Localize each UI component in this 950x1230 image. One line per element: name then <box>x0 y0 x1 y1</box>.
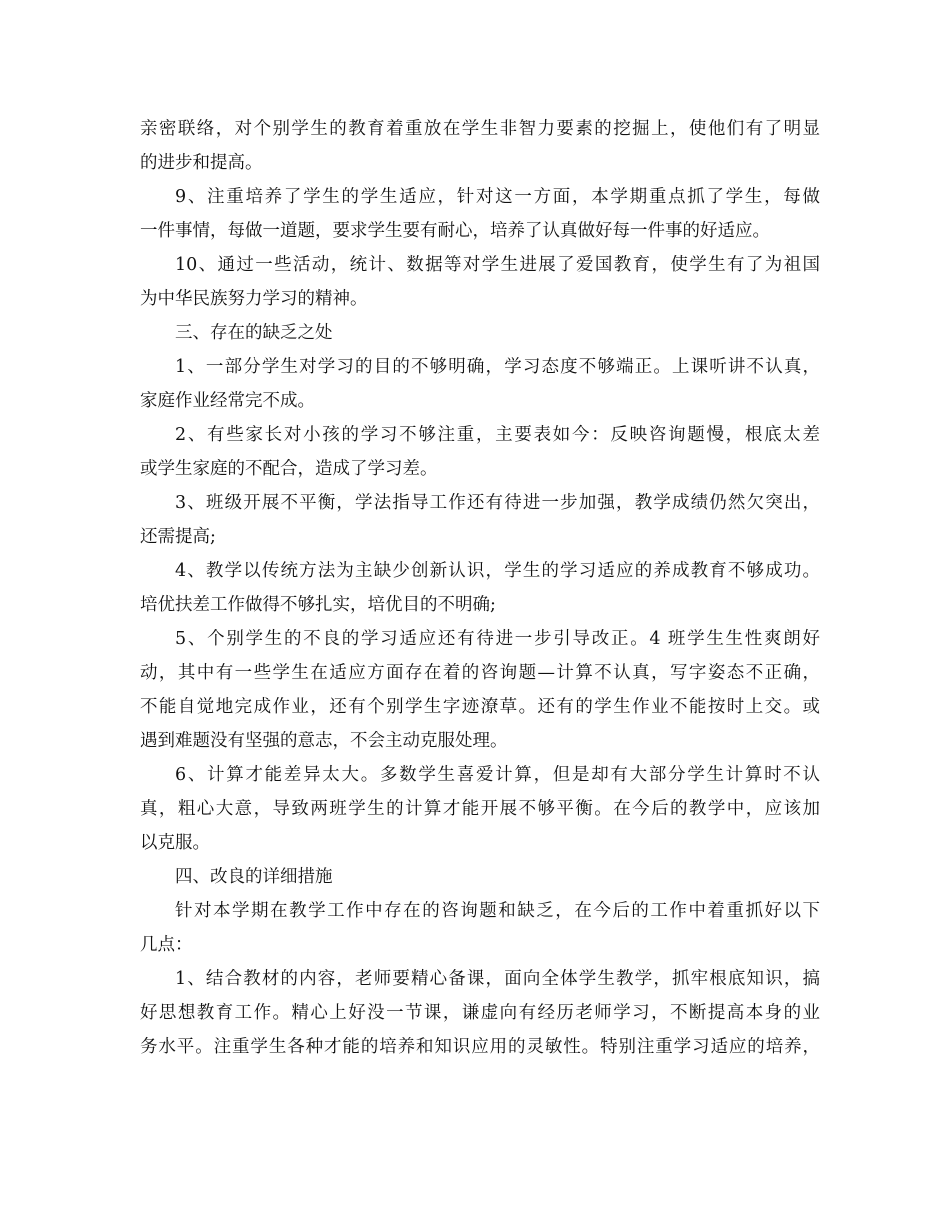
text-line: 4、教学以传统方法为主缺少创新认识，学生的学习适应的养成教育不够成功。 <box>175 561 820 581</box>
text-line: 6、计算才能差异太大。多数学生喜爱计算，但是却有大部分学生计算时不认 <box>175 765 820 785</box>
text-line: 10、通过一些活动，统计、数据等对学生进展了爱国教育，使学生有了为祖国 <box>175 255 820 275</box>
text-line: 为中华民族努力学习的精神。 <box>140 289 368 309</box>
text-line: 亲密联络，对个别学生的教育着重放在学生非智力要素的挖掘上，使他们有了明显 <box>140 119 820 139</box>
text-line: 动，其中有一些学生在适应方面存在着的咨询题—计算不认真，写字姿态不正确， <box>140 663 820 683</box>
document-body <box>140 112 820 1064</box>
text-line: 家庭作业经常完不成。 <box>140 391 315 411</box>
text-line: 四、改良的详细措施 <box>175 867 333 887</box>
text-line: 一件事情，每做一道题，要求学生要有耐心，培养了认真做好每一件事的好适应。 <box>140 221 770 241</box>
text-line: 不能自觉地完成作业，还有个别学生字迹潦草。还有的学生作业不能按时上交。或 <box>140 697 820 717</box>
text-line: 还需提高; <box>140 527 216 547</box>
text-line: 3、班级开展不平衡，学法指导工作还有待进一步加强，教学成绩仍然欠突出， <box>175 493 820 513</box>
text-line: 或学生家庭的不配合，造成了学习差。 <box>140 459 438 479</box>
text-line: 好思想教育工作。精心上好没一节课，谦虚向有经历老师学习，不断提高本身的业 <box>140 1003 820 1023</box>
text-line: 以克服。 <box>140 833 210 853</box>
text-line: 几点： <box>140 935 193 955</box>
text-line: 5、个别学生的不良的学习适应还有待进一步引导改正。4 班学生生性爽朗好 <box>175 629 820 649</box>
text-line: 培优扶差工作做得不够扎实，培优目的不明确; <box>140 595 496 615</box>
text-line: 三、存在的缺乏之处 <box>175 323 333 343</box>
text-line: 针对本学期在教学工作中存在的咨询题和缺乏，在今后的工作中着重抓好以下 <box>175 901 820 921</box>
text-line: 1、结合教材的内容，老师要精心备课，面向全体学生教学，抓牢根底知识，搞 <box>175 969 820 989</box>
text-line: 的进步和提高。 <box>140 153 263 173</box>
text-line: 9、注重培养了学生的学生适应，针对这一方面，本学期重点抓了学生，每做 <box>175 187 820 207</box>
text-line: 真，粗心大意，导致两班学生的计算才能开展不够平衡。在今后的教学中，应该加 <box>140 799 820 819</box>
text-line: 2、有些家长对小孩的学习不够注重，主要表如今：反映咨询题慢，根底太差 <box>175 425 820 445</box>
text-line: 务水平。注重学生各种才能的培养和知识应用的灵敏性。特别注重学习适应的培养， <box>140 1037 820 1057</box>
text-line: 1、一部分学生对学习的目的不够明确，学习态度不够端正。上课听讲不认真， <box>175 357 820 377</box>
text-line: 遇到难题没有坚强的意志，不会主动克服处理。 <box>140 731 508 751</box>
